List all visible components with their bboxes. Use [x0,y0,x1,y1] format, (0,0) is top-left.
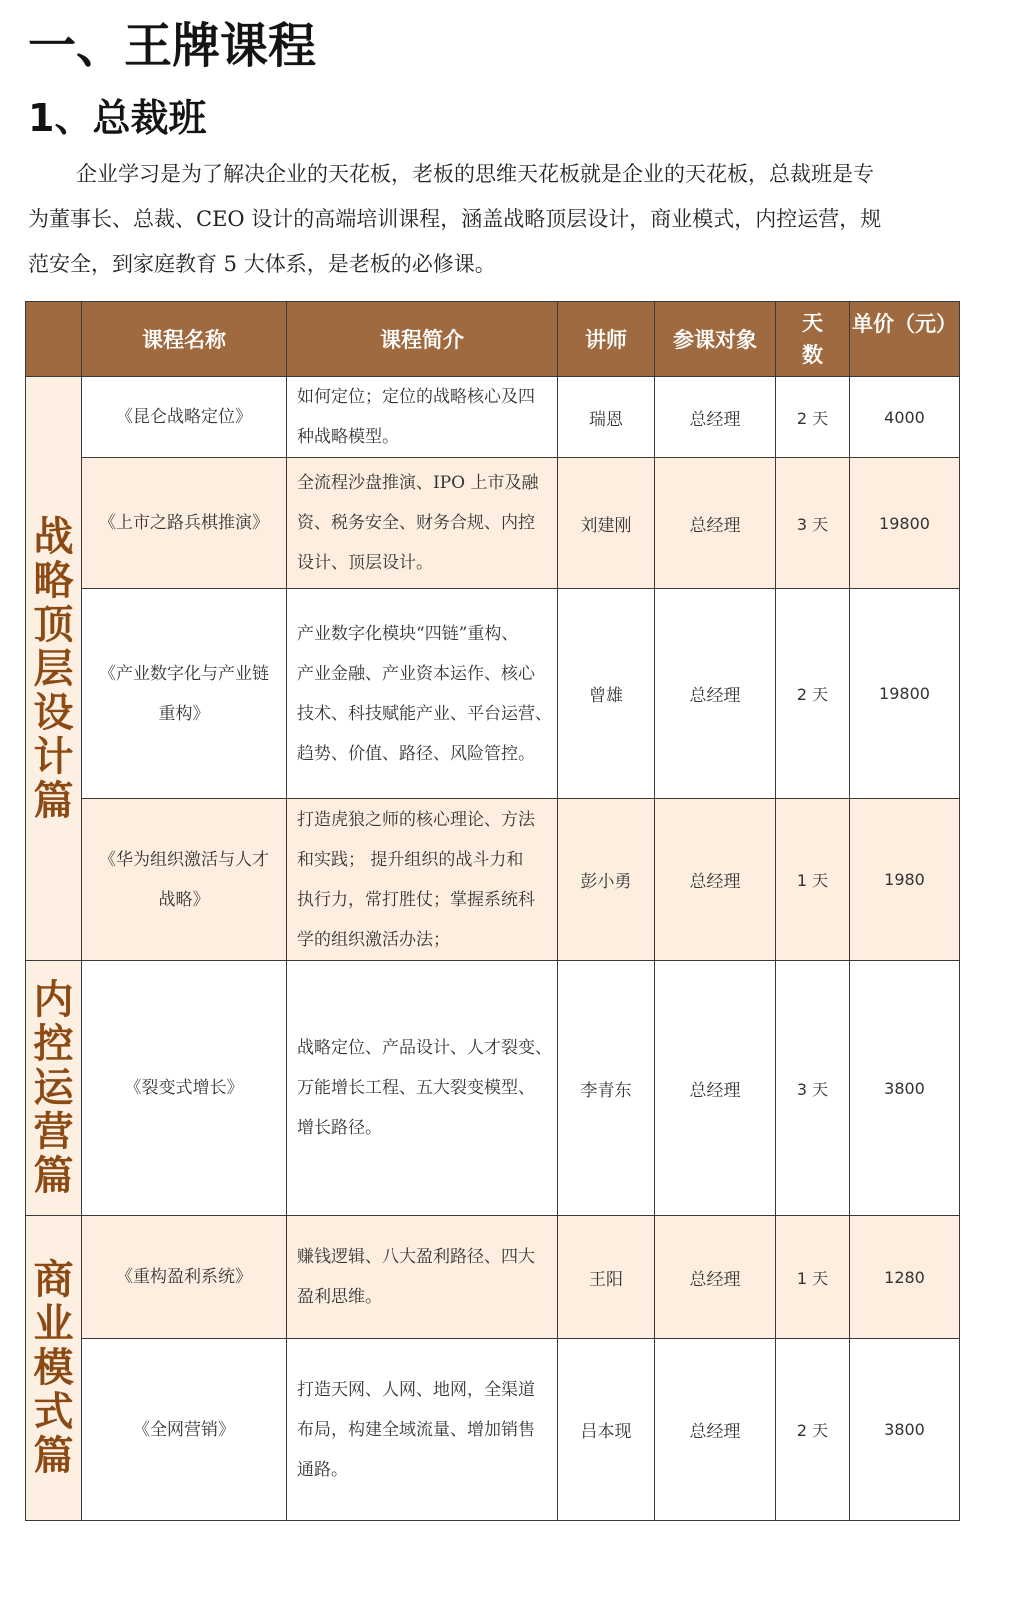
course-name: 《华为组织激活与人才 [99,849,269,870]
teacher-cell: 瑞恩 [558,377,655,458]
course-intro-line: 种战略模型。 [297,427,399,447]
course-intro-line: 战略定位、产品设计、人才裂变、 [297,1038,552,1058]
teacher-cell: 彭小勇 [558,799,655,961]
course-intro-line: 技术、科技赋能产业、平台运营、 [297,703,552,724]
teacher-cell: 李青东 [558,961,655,1216]
header-course-intro: 课程简介 [287,302,558,377]
course-intro-line: 和实践； 提升组织的战斗力和 [297,849,524,870]
intro-line: 为董事长、总裁、CEO 设计的高端培训课程，涵盖战略顶层设计，商业模式，内控运营，规 [28,207,882,231]
category-label: 内控运营篇 [33,977,74,1199]
header-days-line2: 数 [802,343,823,367]
days-cell: 1 天 [776,799,850,961]
category-internal-control [26,961,82,1216]
teacher-cell: 吕本现 [558,1339,655,1521]
course-name-cell [82,799,287,961]
header-category [26,302,82,377]
header-course-name: 课程名称 [82,302,287,377]
course-name: 《裂变式增长》 [124,1078,244,1098]
course-intro-line: 资、税务安全、财务合规、内控 [297,513,535,533]
price-cell: 3800 [850,961,960,1216]
course-name-cell [82,1216,287,1339]
days-cell: 3 天 [776,458,850,589]
course-intro-line: 产业数字化模块“四链”重构、 [297,623,519,644]
course-intro-line: 增长路径。 [297,1118,382,1138]
course-table [25,301,960,1521]
course-name-cell [82,961,287,1216]
course-intro-line: 打造虎狼之师的核心理论、方法 [297,809,535,830]
table-row [26,1339,960,1521]
course-intro-cell [287,1216,558,1339]
target-cell: 总经理 [655,1216,776,1339]
days-cell: 1 天 [776,1216,850,1339]
page-heading: 一、王牌课程 [28,18,317,74]
table-row [26,589,960,799]
teacher-cell: 曾雄 [558,589,655,799]
course-name: 《产业数字化与产业链 [99,663,269,684]
course-intro-line: 设计、顶层设计。 [297,553,433,573]
section-heading: 1、总裁班 [28,96,207,140]
course-intro-line: 万能增长工程、五大裂变模型、 [297,1078,535,1098]
teacher-cell: 刘建刚 [558,458,655,589]
days-cell: 2 天 [776,589,850,799]
days-cell: 3 天 [776,961,850,1216]
category-label: 商业模式篇 [33,1257,74,1479]
table-row [26,1216,960,1339]
course-name: 《重构盈利系统》 [116,1267,252,1287]
target-cell: 总经理 [655,961,776,1216]
course-intro-line: 如何定位；定位的战略核心及四 [297,387,535,407]
course-intro-line: 布局，构建全域流量、增加销售 [297,1419,535,1440]
table-row [26,799,960,961]
course-intro-line: 盈利思维。 [297,1287,382,1307]
price-cell: 1280 [850,1216,960,1339]
price-cell: 1980 [850,799,960,961]
course-name: 《上市之路兵棋推演》 [99,513,269,533]
course-intro-cell [287,799,558,961]
course-intro-cell [287,1339,558,1521]
target-cell: 总经理 [655,589,776,799]
course-intro-cell [287,377,558,458]
course-intro-line: 趋势、价值、路径、风险管控。 [297,743,535,764]
header-teacher: 讲师 [558,302,655,377]
course-name-cell [82,458,287,589]
days-cell: 2 天 [776,1339,850,1521]
course-name-cell [82,589,287,799]
course-intro-cell [287,458,558,589]
table-header-row [26,302,960,377]
course-name-cell [82,377,287,458]
header-days-line1: 天 [802,311,823,335]
header-target: 参课对象 [655,302,776,377]
price-cell: 4000 [850,377,960,458]
course-intro-line: 产业金融、产业资本运作、核心 [297,663,535,684]
table-row [26,377,960,458]
intro-paragraph [28,152,963,287]
days-cell: 2 天 [776,377,850,458]
course-intro-cell [287,961,558,1216]
price-cell: 19800 [850,458,960,589]
price-cell: 19800 [850,589,960,799]
header-days [776,302,850,377]
category-business-model [26,1216,82,1521]
intro-line: 企业学习是为了解决企业的天花板，老板的思维天花板就是企业的天花板，总裁班是专 [76,162,874,186]
course-intro-line: 赚钱逻辑、八大盈利路径、四大 [297,1247,535,1267]
header-price [850,302,960,377]
target-cell: 总经理 [655,799,776,961]
teacher-cell: 王阳 [558,1216,655,1339]
header-price-label: 单价（元） [852,312,957,336]
course-intro-line: 学的组织激活办法； [297,929,450,950]
course-intro-line: 打造天网、人网、地网，全渠道 [297,1379,535,1400]
course-intro-line: 全流程沙盘推演、IPO 上市及融 [297,473,539,493]
table-row [26,961,960,1216]
course-name: 战略》 [158,889,210,910]
category-label: 战略顶层设计篇 [33,513,74,824]
course-intro-line: 执行力，常打胜仗；掌握系统科 [297,889,535,910]
category-strategy [26,377,82,961]
target-cell: 总经理 [655,1339,776,1521]
target-cell: 总经理 [655,458,776,589]
course-name: 《全网营销》 [133,1419,235,1440]
target-cell: 总经理 [655,377,776,458]
course-intro-cell [287,589,558,799]
table-row [26,458,960,589]
course-name: 重构》 [158,703,210,724]
price-cell: 3800 [850,1339,960,1521]
course-name: 《昆仑战略定位》 [116,407,252,427]
course-name-cell [82,1339,287,1521]
course-intro-line: 通路。 [297,1459,348,1480]
intro-line: 范安全，到家庭教育 5 大体系，是老板的必修课。 [28,252,496,276]
